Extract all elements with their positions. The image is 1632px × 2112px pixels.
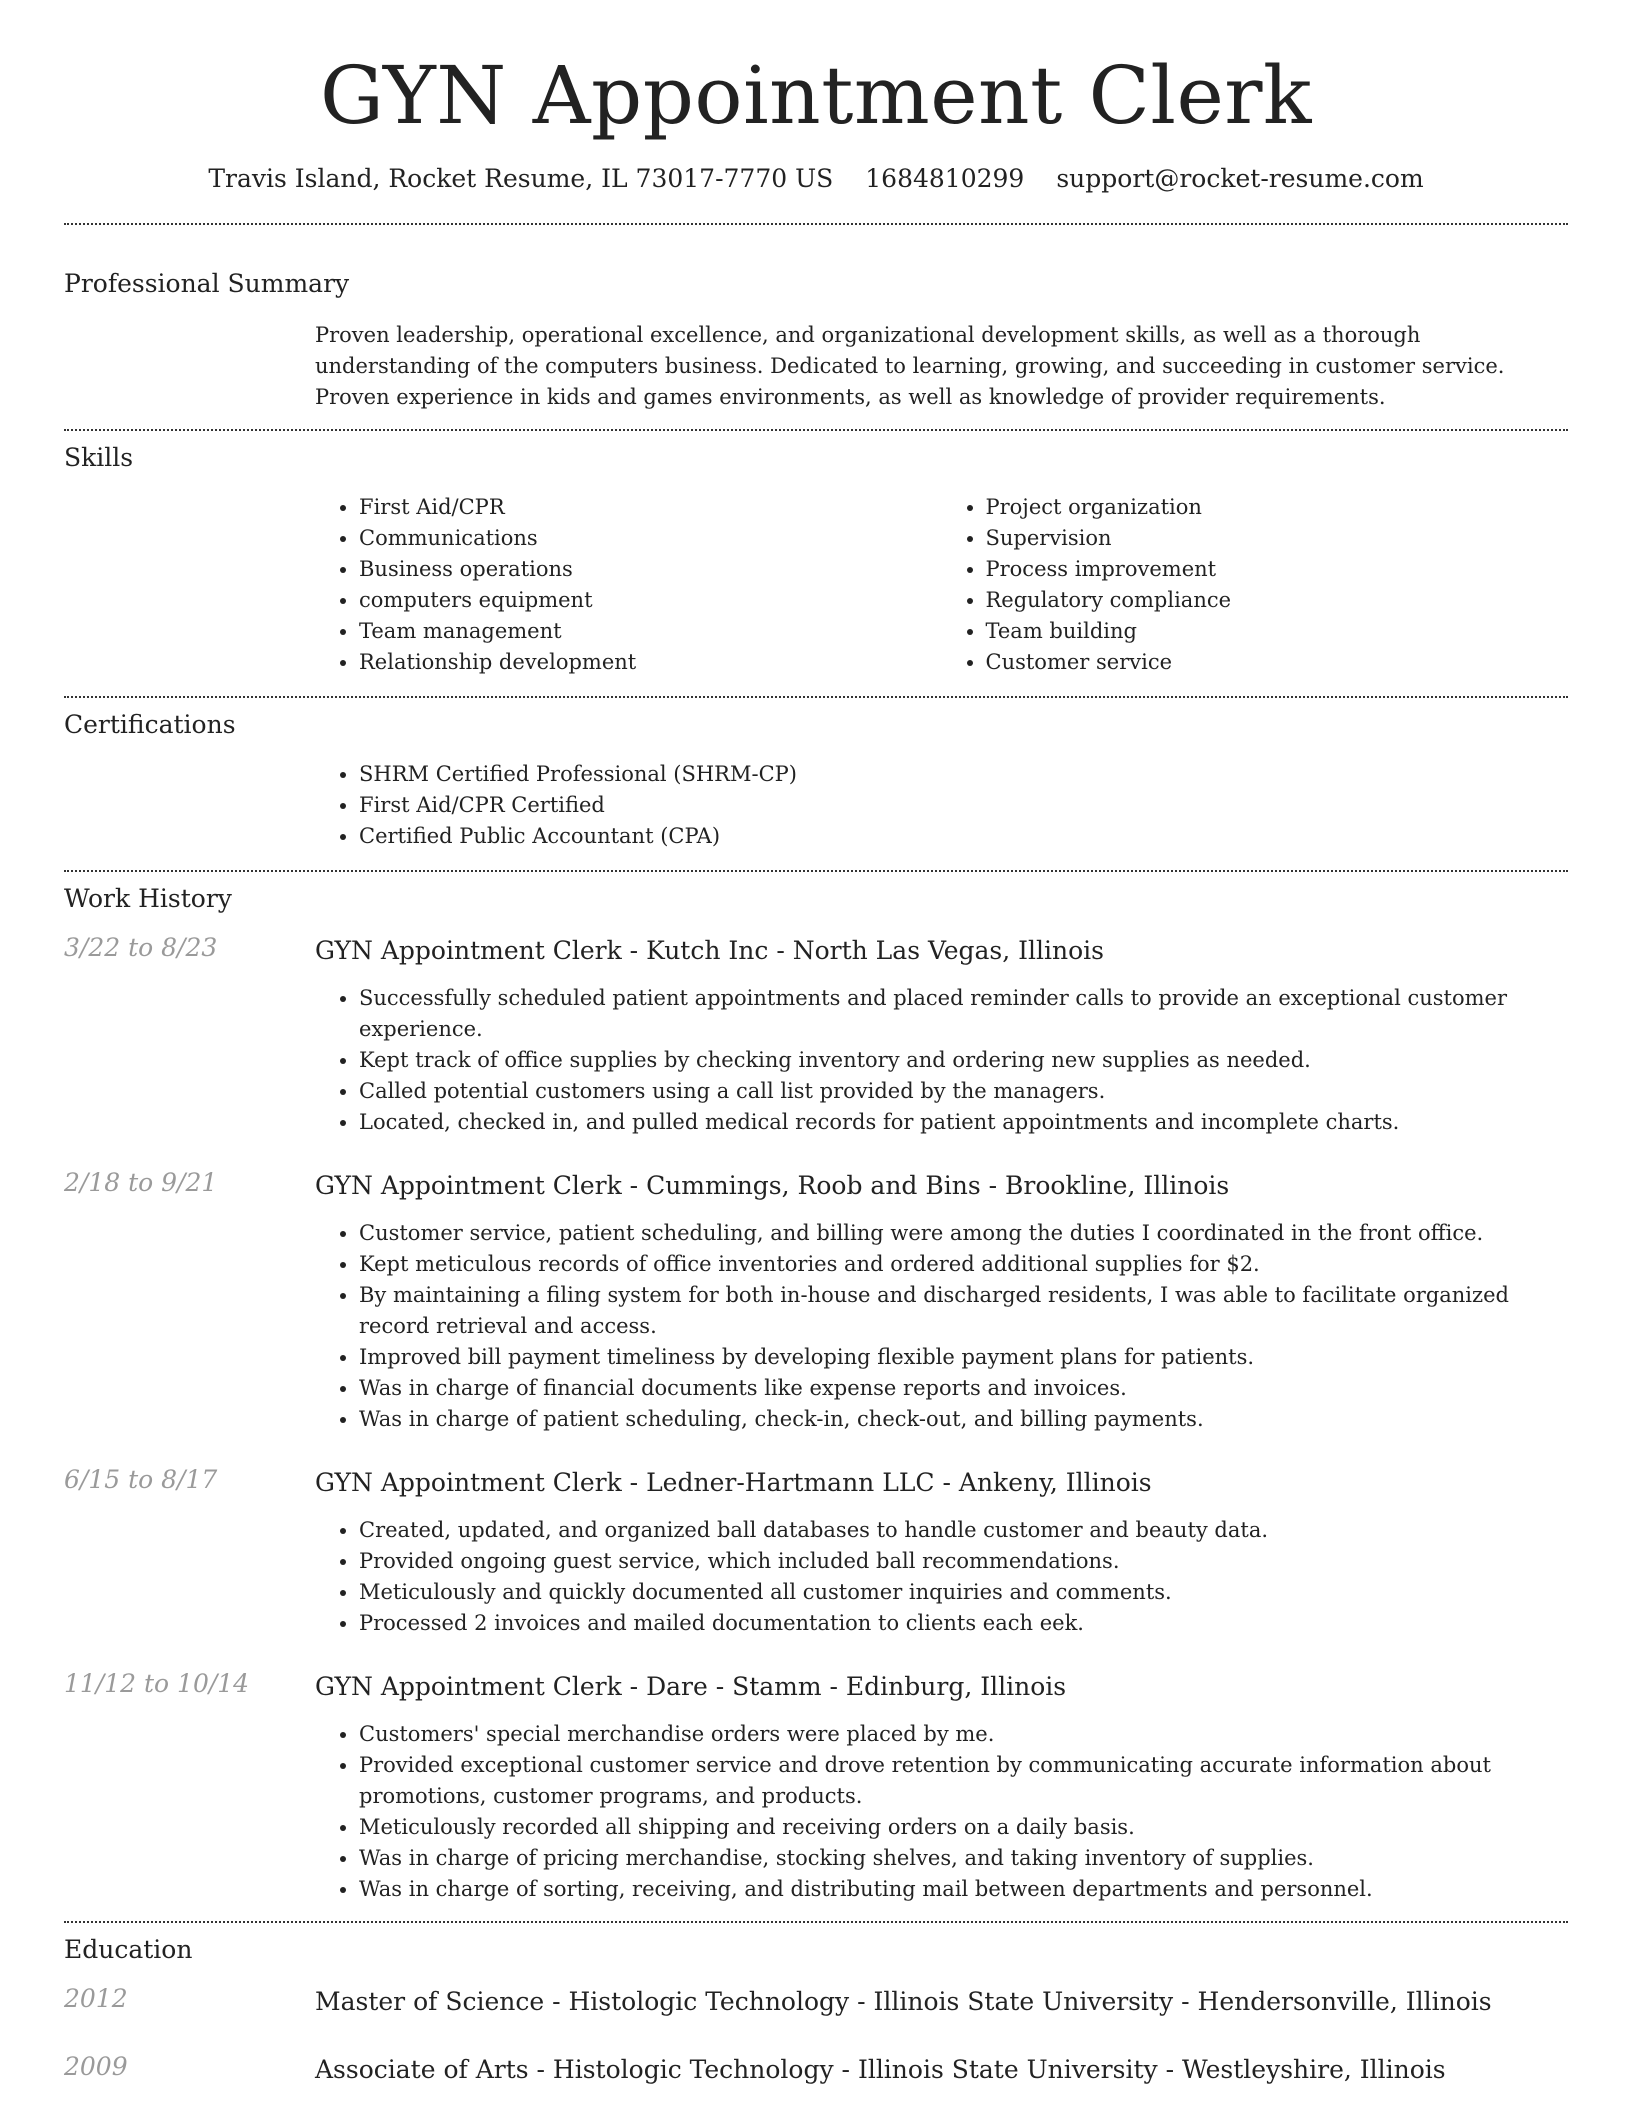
section-title-skills: Skills [64, 443, 134, 472]
education-year: 2012 [64, 1984, 128, 2013]
job-duties [315, 1218, 1568, 1435]
section-title-work-history: Work History [64, 884, 232, 913]
section-title-education: Education [64, 1935, 193, 1964]
skill-item: • Communications [359, 523, 942, 554]
duty-item: • Meticulously and quickly documented all customer inquiries and comments. [359, 1577, 1568, 1608]
duty-item: • Customers' special merchandise orders were placed by me. [359, 1719, 1568, 1750]
skill-item: • Process improvement [986, 554, 1569, 585]
job-duties [315, 1719, 1568, 1905]
job-title: GYN Appointment Clerk - Ledner-Hartmann LLC - Ankeny, Illinois [315, 1468, 1152, 1497]
duty-item: • Improved bill payment timeliness by developing flexible payment plans for patients. [359, 1342, 1568, 1373]
education-entry [64, 1984, 1568, 2020]
duty-item: • Meticulously recorded all shipping and receiving orders on a daily basis. [359, 1812, 1568, 1843]
job-dates: 11/12 to 10/14 [64, 1669, 250, 1698]
certifications-list [315, 759, 1568, 852]
skill-item: • Supervision [986, 523, 1569, 554]
resume-header [0, 0, 1632, 193]
job-duties [315, 983, 1568, 1138]
phone: 1684810299 [865, 164, 1025, 193]
address: Travis Island, Rocket Resume, IL 73017-7770 US [208, 164, 834, 193]
section-title-certifications: Certifications [64, 710, 236, 739]
skill-item: • Regulatory compliance [986, 585, 1569, 616]
duty-item: • By maintaining a filing system for both in-house and discharged residents, I was able to facilitate organized record retrieval and access. [359, 1280, 1568, 1342]
work-history-section [0, 872, 1632, 1905]
job-entry [64, 1465, 1568, 1639]
skill-item: • First Aid/CPR [359, 492, 942, 523]
education-degree: Associate of Arts - Histologic Technology - Illinois State University - Westleyshire, Illinois [315, 2055, 1446, 2084]
email: support@rocket-resume.com [1056, 164, 1424, 193]
job-entry [64, 1168, 1568, 1435]
duty-item: • Successfully scheduled patient appointments and placed reminder calls to provide an exceptional customer experience. [359, 983, 1568, 1045]
skills-column-left [315, 492, 942, 678]
job-dates: 3/22 to 8/23 [64, 933, 218, 962]
skill-item: • Customer service [986, 647, 1569, 678]
job-duties [315, 1515, 1568, 1639]
skills-list [315, 492, 1568, 678]
duty-item: • Kept meticulous records of office inventories and ordered additional supplies for $2. [359, 1249, 1568, 1280]
certification-item: • First Aid/CPR Certified [359, 790, 1568, 821]
job-entry [64, 933, 1568, 1138]
duty-item: • Located, checked in, and pulled medical records for patient appointments and incomplete charts. [359, 1107, 1568, 1138]
certification-item: • SHRM Certified Professional (SHRM-CP) [359, 759, 1568, 790]
job-title: GYN Appointment Clerk - Kutch Inc - North Las Vegas, Illinois [315, 936, 1104, 965]
duty-item: • Was in charge of patient scheduling, check-in, check-out, and billing payments. [359, 1404, 1568, 1435]
skills-column-right [942, 492, 1569, 678]
duty-item: • Called potential customers using a call list provided by the managers. [359, 1076, 1568, 1107]
skills-section [0, 431, 1632, 678]
job-title: GYN Appointment Clerk - Cummings, Roob and Bins - Brookline, Illinois [315, 1171, 1230, 1200]
certification-item: • Certified Public Accountant (CPA) [359, 821, 1568, 852]
skill-item: • Team management [359, 616, 942, 647]
duty-item: • Provided ongoing guest service, which included ball recommendations. [359, 1546, 1568, 1577]
duty-item: • Was in charge of financial documents like expense reports and invoices. [359, 1373, 1568, 1404]
duty-item: • Provided exceptional customer service and drove retention by communicating accurate information about promotions, customer programs, and products. [359, 1750, 1568, 1812]
education-year: 2009 [64, 2052, 128, 2081]
job-title: GYN Appointment Clerk - Dare - Stamm - Edinburg, Illinois [315, 1672, 1067, 1701]
candidate-name: GYN Appointment Clerk [319, 49, 1313, 142]
skill-item: • computers equipment [359, 585, 942, 616]
job-entry [64, 1669, 1568, 1905]
skill-item: • Relationship development [359, 647, 942, 678]
duty-item: • Processed 2 invoices and mailed documentation to clients each eek. [359, 1608, 1568, 1639]
duty-item: • Was in charge of sorting, receiving, and distributing mail between departments and personnel. [359, 1874, 1568, 1905]
job-dates: 2/18 to 9/21 [64, 1168, 218, 1197]
education-entry [64, 2052, 1568, 2088]
summary-section [0, 225, 1632, 413]
duty-item: • Created, updated, and organized ball databases to handle customer and beauty data. [359, 1515, 1568, 1546]
certifications-section [0, 698, 1632, 852]
duty-item: • Customer service, patient scheduling, and billing were among the duties I coordinated in the front office. [359, 1218, 1568, 1249]
duty-item: • Was in charge of pricing merchandise, stocking shelves, and taking inventory of supplies. [359, 1843, 1568, 1874]
contact-line [0, 164, 1632, 193]
skill-item: • Business operations [359, 554, 942, 585]
education-degree: Master of Science - Histologic Technology - Illinois State University - Hendersonville, Illinois [315, 1987, 1492, 2016]
duty-item: • Kept track of office supplies by checking inventory and ordering new supplies as needed. [359, 1045, 1568, 1076]
section-title-summary: Professional Summary [64, 269, 350, 298]
job-dates: 6/15 to 8/17 [64, 1465, 218, 1494]
skill-item: • Team building [986, 616, 1569, 647]
skill-item: • Project organization [986, 492, 1569, 523]
education-section [0, 1923, 1632, 2088]
summary-text: Proven leadership, operational excellence, and organizational development skills, as well as a thorough understanding of the computers business. Dedicated to learning, growing, and succeeding in customer service. Proven experience in kids and games environments, as well as knowledge of provider requirements. [315, 323, 1505, 409]
